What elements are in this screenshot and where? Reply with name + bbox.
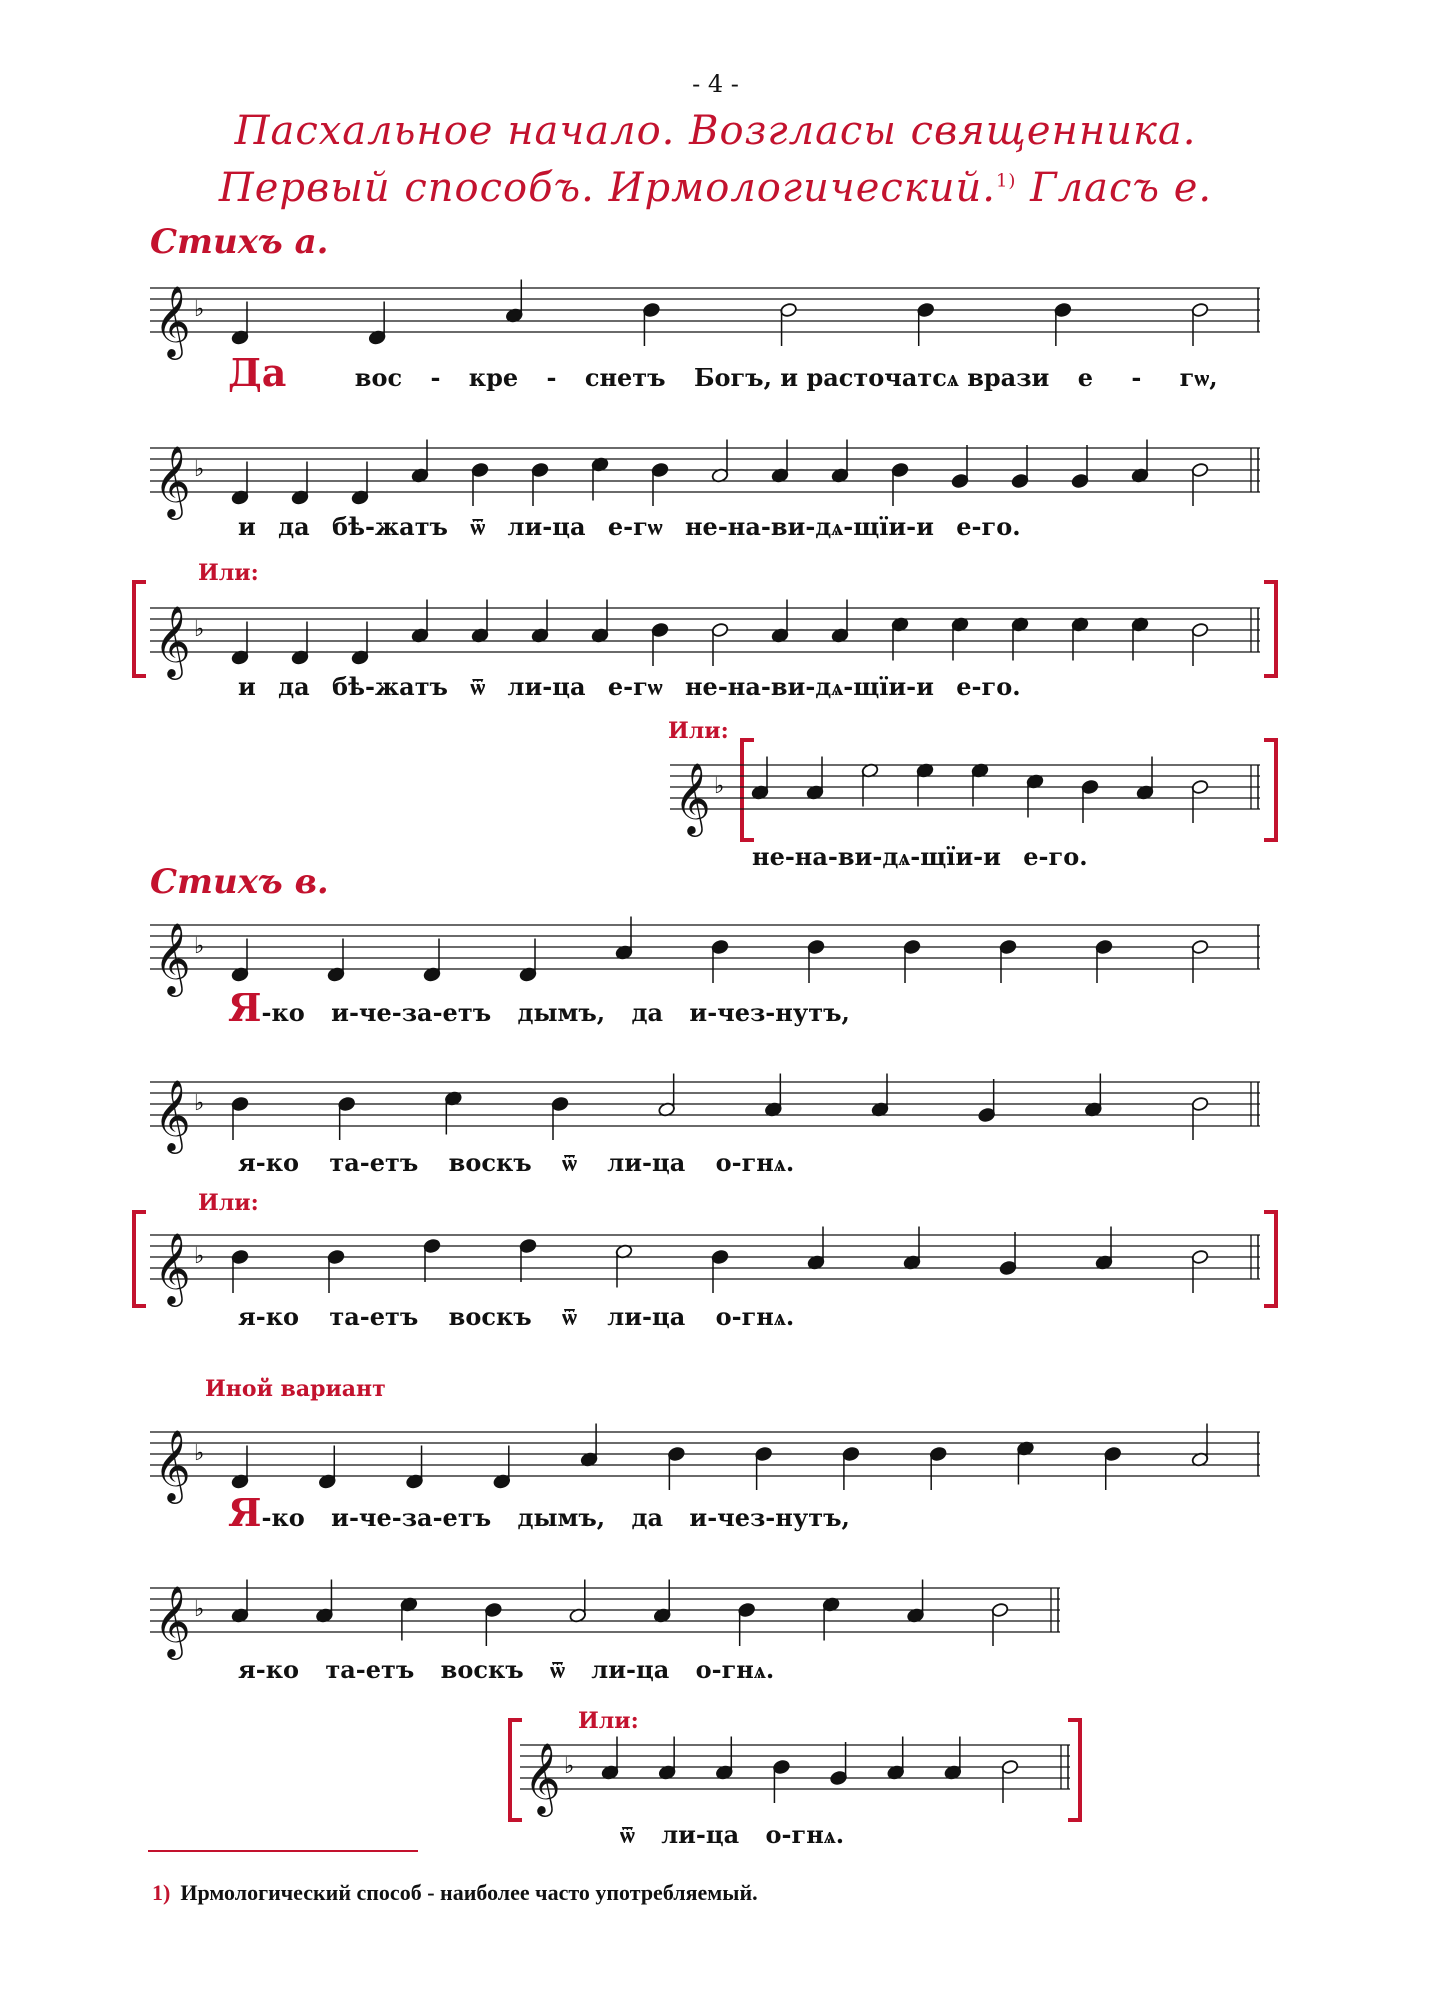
note-head <box>903 1227 921 1271</box>
note-head <box>338 1096 356 1140</box>
note-head <box>842 1446 860 1490</box>
note-head <box>406 1446 424 1490</box>
svg-text:♭: ♭ <box>194 457 205 482</box>
staff-7 <box>150 1215 1260 1304</box>
title-line-1: Пасхальное начало. Возгласы священника. <box>234 108 1197 154</box>
note-head <box>444 1091 462 1135</box>
note-head <box>771 440 789 484</box>
note-head <box>771 600 789 644</box>
note-head <box>1026 774 1044 818</box>
initial-letter: Я <box>228 985 262 1030</box>
syllable: вос <box>354 363 403 392</box>
note-head <box>1136 757 1154 801</box>
verse-1-label: Стихъ а. <box>150 222 329 262</box>
svg-text:𝄞: 𝄞 <box>154 921 191 994</box>
note-head <box>667 1446 685 1490</box>
bracket-left <box>132 1210 146 1308</box>
note-head <box>1191 779 1209 823</box>
note-head <box>231 1096 249 1140</box>
note-head <box>653 1580 671 1624</box>
note-head <box>1191 302 1209 346</box>
note-head <box>231 1249 249 1293</box>
note-head <box>978 1079 996 1123</box>
bracket-right <box>1264 1210 1278 1308</box>
note-head <box>891 462 909 506</box>
note-head <box>807 939 825 983</box>
footnote-number: 1) <box>152 1880 171 1905</box>
note-head <box>887 1737 905 1781</box>
ili-label-1: Или: <box>198 560 259 586</box>
note-head <box>318 1446 336 1490</box>
note-head <box>411 600 429 644</box>
note-head <box>738 1602 756 1646</box>
note-head <box>400 1597 418 1641</box>
note-head <box>891 617 909 661</box>
note-head <box>807 1227 825 1271</box>
syllable: - <box>546 363 557 392</box>
note-head <box>1191 462 1209 506</box>
svg-text:♭: ♭ <box>194 297 205 322</box>
lyrics-line-3: и да бѣ-жатъ ѿ ли-ца е-гѡ не-на-ви-дѧ-щїи-и е-го. <box>238 672 1021 701</box>
svg-text:𝄞: 𝄞 <box>154 604 191 677</box>
svg-text:𝄞: 𝄞 <box>154 1231 191 1304</box>
svg-text:♭: ♭ <box>194 1441 205 1466</box>
footnote-text: Ирмологический способ - наиболее часто употребляемый. <box>180 1880 758 1905</box>
note-head <box>711 1249 729 1293</box>
svg-text:♭: ♭ <box>194 1091 205 1116</box>
note-head <box>615 917 633 961</box>
page-subtitle <box>0 165 1431 211</box>
ili-label-2: Или: <box>668 718 729 744</box>
note-head <box>651 622 669 666</box>
note-head <box>411 440 429 484</box>
bracket-right <box>1264 580 1278 678</box>
note-head <box>1131 617 1149 661</box>
syllable: снетъ <box>584 363 666 392</box>
svg-text:𝄞: 𝄞 <box>674 761 711 834</box>
note-head <box>327 939 345 983</box>
title-line-2: Первый способъ. Ирмологический. <box>218 165 996 211</box>
note-head <box>531 600 549 644</box>
note-head <box>1104 1446 1122 1490</box>
note-head <box>831 600 849 644</box>
note-head <box>569 1580 587 1624</box>
note-head <box>806 757 824 801</box>
note-head <box>951 617 969 661</box>
note-head <box>711 440 729 484</box>
staff-6 <box>150 1062 1260 1151</box>
note-head <box>484 1602 502 1646</box>
lyrics-line-6: я-ко та-етъ воскъ ѿ ли-ца о-гнѧ. <box>238 1148 795 1177</box>
syllable: - <box>430 363 441 392</box>
initial-letter: Я <box>228 1490 262 1535</box>
lyrics-line-5 <box>228 985 850 1030</box>
note-head <box>493 1446 511 1490</box>
note-head <box>916 763 934 807</box>
note-head <box>1095 1227 1113 1271</box>
note-head <box>580 1424 598 1468</box>
note-head <box>772 1759 790 1803</box>
note-head <box>999 1232 1017 1276</box>
note-head <box>951 445 969 489</box>
note-head <box>519 1238 537 1282</box>
lyrics-text: -ко и-че-за-етъ дымъ, да и-чез-нутъ, <box>261 1503 850 1532</box>
note-head <box>291 462 309 506</box>
note-head <box>831 440 849 484</box>
lyrics-line-2: и да бѣ-жатъ ѿ ли-ца е-гѡ не-на-ви-дѧ-щїи-и е-го. <box>238 512 1021 541</box>
note-head <box>830 1742 848 1786</box>
note-head <box>658 1074 676 1118</box>
staff-3 <box>150 588 1260 677</box>
bracket-right <box>1068 1718 1082 1822</box>
lyrics-line-8 <box>228 1490 850 1535</box>
lyrics-line-1 <box>228 350 1218 395</box>
note-head <box>591 457 609 501</box>
svg-text:♭: ♭ <box>714 774 725 799</box>
note-head <box>1071 445 1089 489</box>
note-head <box>615 1244 633 1288</box>
note-head <box>711 622 729 666</box>
svg-text:𝄞: 𝄞 <box>154 1584 191 1657</box>
note-head <box>991 1602 1009 1646</box>
svg-text:♭: ♭ <box>194 1244 205 1269</box>
note-head <box>822 1597 840 1641</box>
note-head <box>423 939 441 983</box>
note-head <box>1011 617 1029 661</box>
note-head <box>1191 1096 1209 1140</box>
note-head <box>1017 1441 1035 1485</box>
syllable: е <box>1077 363 1093 392</box>
note-head <box>327 1249 345 1293</box>
syllable: - <box>1131 363 1142 392</box>
note-head <box>907 1580 925 1624</box>
note-head <box>471 462 489 506</box>
note-head <box>351 462 369 506</box>
note-head <box>1191 622 1209 666</box>
bracket-left <box>132 580 146 678</box>
syllable: кре <box>468 363 519 392</box>
note-head <box>316 1580 334 1624</box>
note-head <box>903 939 921 983</box>
syllable: Богъ, и расточатсѧ врази <box>693 363 1050 392</box>
note-head <box>471 600 489 644</box>
initial-letter: Да <box>228 350 287 395</box>
bracket-right <box>1264 738 1278 842</box>
svg-text:𝄞: 𝄞 <box>154 284 191 357</box>
note-head <box>423 1238 441 1282</box>
note-head <box>658 1737 676 1781</box>
lyrics-line-9: я-ко та-етъ воскъ ѿ ли-ца о-гнѧ. <box>238 1655 775 1684</box>
note-head <box>929 1446 947 1490</box>
staff-2 <box>150 428 1260 517</box>
note-head <box>231 622 249 666</box>
note-head <box>1081 779 1099 823</box>
staff-4 <box>670 745 1260 834</box>
note-head <box>291 622 309 666</box>
note-head <box>971 763 989 807</box>
page-title <box>0 108 1431 154</box>
note-head <box>1191 1424 1209 1468</box>
staff-8 <box>150 1412 1260 1501</box>
note-head <box>1131 440 1149 484</box>
lyrics-line-10: ѿ ли-ца о-гнѧ. <box>620 1820 845 1849</box>
note-head <box>1084 1074 1102 1118</box>
note-head <box>1054 302 1072 346</box>
note-head <box>651 462 669 506</box>
staff-9 <box>150 1568 1060 1657</box>
note-head <box>1001 1759 1019 1803</box>
ili-label-4: Или: <box>578 1708 639 1734</box>
note-head <box>1011 445 1029 489</box>
note-head <box>531 462 549 506</box>
note-head <box>231 1580 249 1624</box>
svg-text:𝄞: 𝄞 <box>154 1428 191 1501</box>
note-head <box>1191 1249 1209 1293</box>
lyrics-line-7: я-ко та-етъ воскъ ѿ ли-ца о-гнѧ. <box>238 1302 795 1331</box>
note-head <box>591 600 609 644</box>
syllable: гѡ, <box>1179 363 1218 392</box>
note-head <box>505 280 523 324</box>
ili-label-3: Или: <box>198 1190 259 1216</box>
svg-text:♭: ♭ <box>194 617 205 642</box>
note-head <box>1071 617 1089 661</box>
note-head <box>780 302 798 346</box>
note-head <box>944 1737 962 1781</box>
lyrics-line-4: не-на-ви-дѧ-щїи-и е-го. <box>752 842 1088 871</box>
svg-text:♭: ♭ <box>194 934 205 959</box>
lyrics-text: -ко и-че-за-етъ дымъ, да и-чез-нутъ, <box>261 998 850 1027</box>
staff-10 <box>520 1725 1070 1814</box>
staff-5 <box>150 905 1260 994</box>
svg-text:𝄞: 𝄞 <box>154 1078 191 1151</box>
note-head <box>231 1446 249 1490</box>
svg-text:♭: ♭ <box>564 1754 575 1779</box>
note-head <box>231 462 249 506</box>
svg-text:𝄞: 𝄞 <box>154 444 191 517</box>
note-head <box>601 1737 619 1781</box>
note-head <box>231 302 249 346</box>
tone-label: Гласъ е. <box>1030 165 1213 211</box>
svg-text:♭: ♭ <box>194 1597 205 1622</box>
note-head <box>715 1737 733 1781</box>
note-head <box>368 302 386 346</box>
note-head <box>755 1446 773 1490</box>
note-head <box>861 763 879 807</box>
variant-label: Иной вариант <box>205 1376 386 1402</box>
note-head <box>642 302 660 346</box>
note-head <box>711 939 729 983</box>
note-head <box>764 1074 782 1118</box>
note-head <box>351 622 369 666</box>
note-head <box>1095 939 1113 983</box>
note-head <box>871 1074 889 1118</box>
note-head <box>519 939 537 983</box>
note-head <box>999 939 1017 983</box>
staff-1 <box>150 268 1260 357</box>
footnote <box>152 1880 758 1906</box>
page-number: - 4 - <box>692 70 739 98</box>
note-head <box>751 757 769 801</box>
footnote-divider <box>148 1850 418 1852</box>
svg-text:𝄞: 𝄞 <box>524 1741 561 1814</box>
verse-2-label: Стихъ в. <box>150 862 329 902</box>
note-head <box>1191 939 1209 983</box>
note-head <box>551 1096 569 1140</box>
note-head <box>917 302 935 346</box>
footnote-mark: 1) <box>995 170 1017 192</box>
note-head <box>231 939 249 983</box>
